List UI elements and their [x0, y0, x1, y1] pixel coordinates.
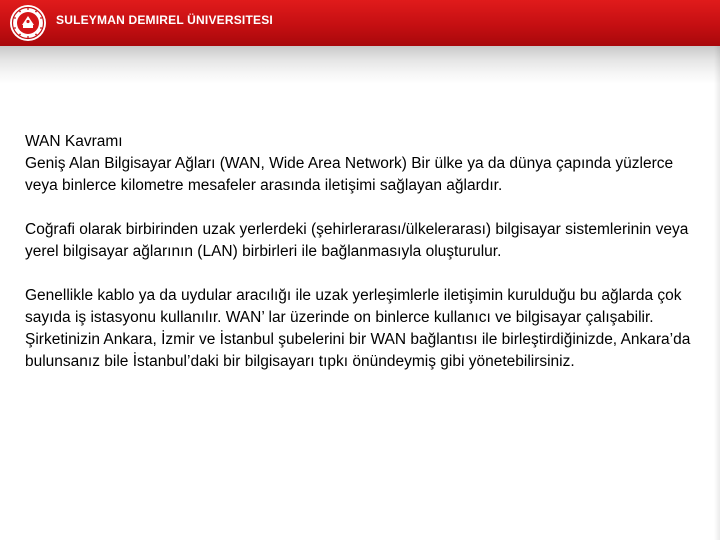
- header-gradient: [0, 46, 720, 84]
- university-name: SULEYMAN DEMIREL ÜNIVERSITESI: [56, 13, 273, 27]
- paragraph-3: Genellikle kablo ya da uydular aracılığı ile uzak yerleşimlerle iletişimin kurulduğu bu ağlarda çok sayıda iş istasyonu kullanılır. WAN’ lar üzerinde on binlerce kullanıcı ve bilgisayar çalışabilir. Şirketinizin Ankara, İzmir ve İstanbul şubelerini bir WAN bağlantısı ile birleştirdiğinizde, Ankara’da bulunsanız bile İstanbul’daki bir bilgisayarı tıpkı önündeymiş gibi yönetebilirsiniz.: [25, 287, 691, 370]
- paragraph-block-1: [25, 131, 705, 197]
- paragraph-2: Coğrafi olarak birbirinden uzak yerlerdeki (şehirlerarası/ülkelerarası) bilgisayar sistemlerinin veya yerel bilgisayar ağlarının (LAN) birbirleri ile bağlanmasıyla oluşturulur.: [25, 221, 689, 260]
- paragraph-1: Geniş Alan Bilgisayar Ağları (WAN, Wide Area Network) Bir ülke ya da dünya çapında yüzlerce veya binlerce kilometre mesafeler arasında iletişimi sağlayan ağlardır.: [25, 155, 674, 194]
- slide-title: WAN Kavramı: [25, 133, 123, 150]
- slide-body: [25, 131, 705, 395]
- university-seal-icon: [9, 4, 47, 42]
- slide-edge-shadow: [714, 46, 720, 540]
